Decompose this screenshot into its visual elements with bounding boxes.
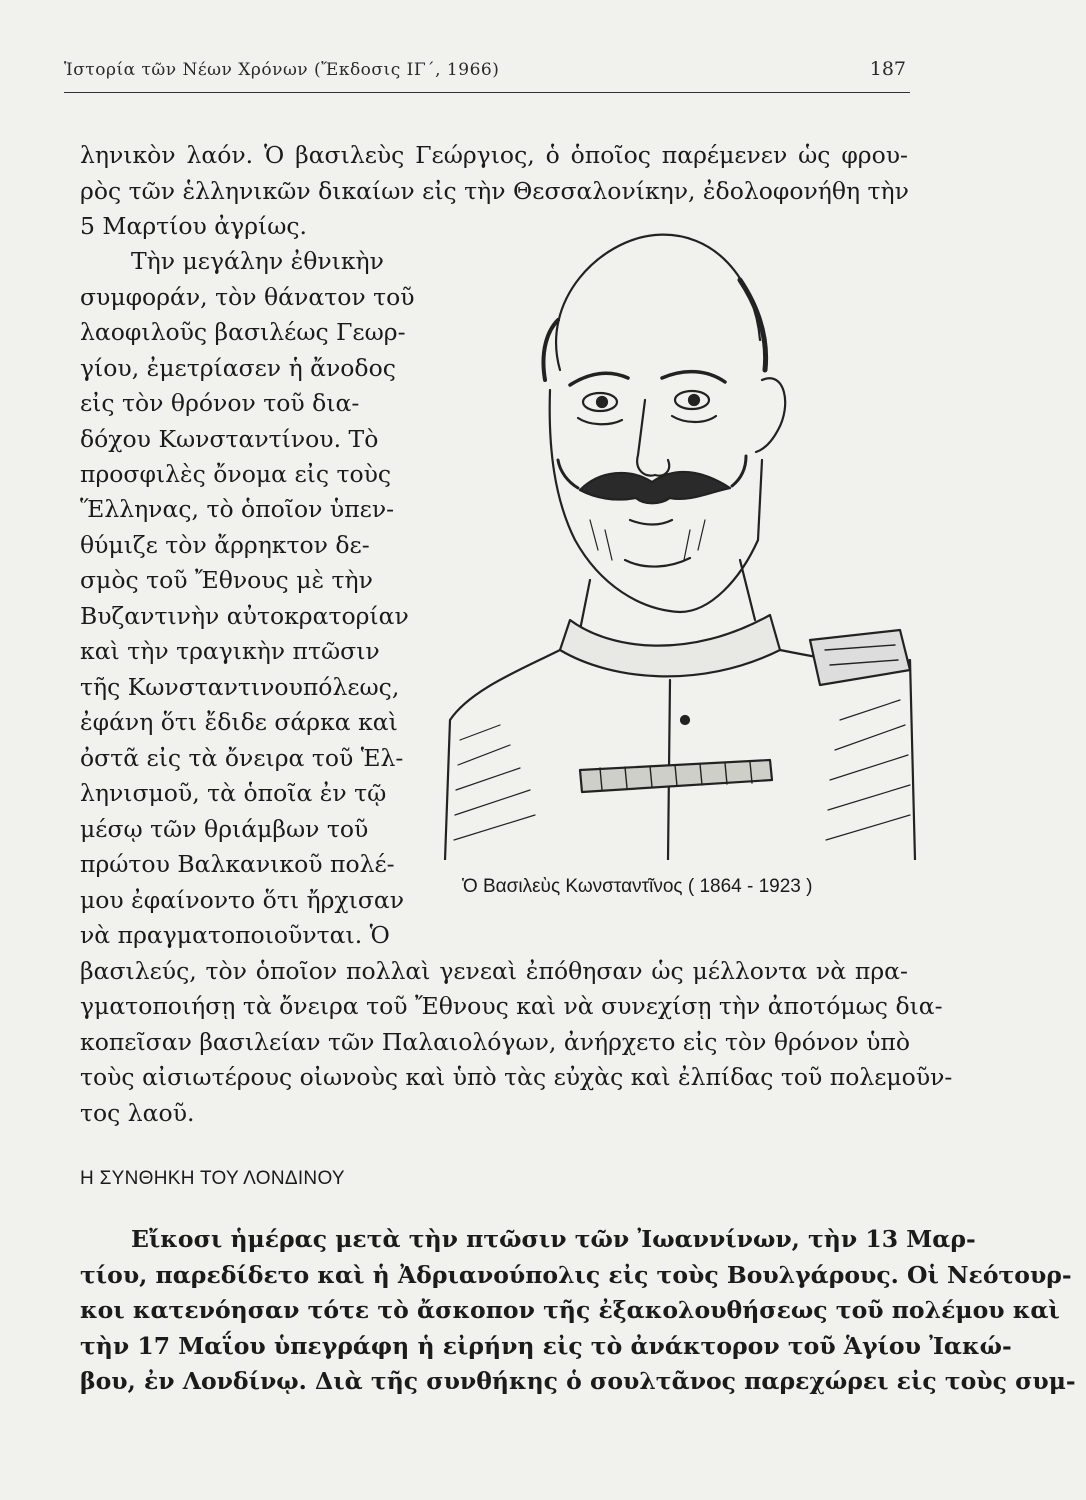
text-line: πρώτου Βαλκανικοῦ πολέ-	[80, 850, 395, 878]
text-line: ἐφάνη ὅτι ἔδιδε σάρκα καὶ	[80, 708, 398, 736]
text-line: τίου, παρεδίδετο καὶ ἡ Ἀδριανούπολις εἰς τοὺς Βουλγάρους. Οἱ Νεότουρ-	[80, 1261, 1072, 1289]
text-line: ρὸς τῶν ἑλληνικῶν δικαίων εἰς τὴν Θεσσαλονίκην, ἐδολοφονήθη τὴν	[80, 177, 909, 205]
running-header	[64, 56, 910, 93]
text-line: κοι κατενόησαν τότε τὸ ἄσκοπον τῆς ἐξακολουθήσεως τοῦ πολέμου καὶ	[80, 1296, 1060, 1324]
text-line: Εἴκοσι ἡμέρας μετὰ τὴν πτῶσιν τῶν Ἰωαννίνων, τὴν 13 Μαρ-	[131, 1225, 976, 1253]
text-line: κοπεῖσαν βασιλείαν τῶν Παλαιολόγων, ἀνήρχετο εἰς τὸν θρόνον ὑπὸ	[80, 1028, 911, 1056]
text-line: βου, ἐν Λονδίνῳ. Διὰ τῆς συνθήκης ὁ σουλτᾶνος παρεχώρει εἰς τοὺς συμ-	[80, 1367, 1076, 1395]
text-line: τὴν 17 Μαΐου ὑπεγράφη ἡ εἰρήνη εἰς τὸ ἀνάκτορον τοῦ Ἁγίου Ἰακώ-	[80, 1332, 1012, 1360]
text-line: προσφιλὲς ὄνομα εἰς τοὺς	[80, 460, 392, 488]
text-line: γίου, ἐμετρίασεν ἡ ἄνοδος	[80, 354, 396, 382]
text-line: μέσῳ τῶν θριάμβων τοῦ	[80, 815, 369, 843]
text-line: Βυζαντινὴν αὐτοκρατορίαν	[80, 602, 409, 630]
text-line: καὶ τὴν τραγικὴν πτῶσιν	[80, 637, 380, 665]
running-title: Ἱστορία τῶν Νέων Χρόνων (Ἔκδοσις ΙΓ΄, 1966)	[64, 60, 500, 80]
text-line: Ἕλληνας, τὸ ὁποῖον ὑπεν-	[80, 495, 395, 523]
page-number: 187	[869, 58, 906, 80]
portrait-caption: Ὁ Βασιλεὺς Κωνσταντῖνος ( 1864 - 1923 )	[462, 876, 813, 897]
text-line: τοὺς αἰσιωτέρους οἰωνοὺς καὶ ὑπὸ τὰς εὐχὰς καὶ ἐλπίδας τοῦ πολεμοῦν-	[80, 1063, 953, 1091]
text-line: ληνικὸν λαόν. Ὁ βασιλεὺς Γεώργιος, ὁ ὁποῖος παρέμενεν ὡς φρου-	[80, 141, 908, 169]
text-line: δόχου Κωνσταντίνου. Τὸ	[80, 425, 379, 453]
text-line: μου ἐφαίνοντο ὅτι ἤρχισαν	[80, 886, 405, 914]
text-line: σμὸς τοῦ Ἔθνους μὲ τὴν	[80, 566, 373, 594]
text-line: νὰ πραγματοποιοῦνται. Ὁ	[80, 921, 390, 949]
text-line: 5 Μαρτίου ἀγρίως.	[80, 212, 308, 240]
text-line: Τὴν μεγάλην ἐθνικὴν	[131, 247, 384, 275]
text-line: ὀστᾶ εἰς τὰ ὄνειρα τοῦ Ἑλ-	[80, 744, 404, 772]
text-line: λαοφιλοῦς βασιλέως Γεωρ-	[80, 318, 406, 346]
text-line: γματοποιήσῃ τὰ ὄνειρα τοῦ Ἔθνους καὶ νὰ συνεχίσῃ τὴν ἀποτόμως δια-	[80, 992, 943, 1020]
text-line: βασιλεύς, τὸν ὁποῖον πολλαὶ γενεαὶ ἐπόθησαν ὡς μέλλοντα νὰ πρα-	[80, 957, 908, 985]
text-line: εἰς τὸν θρόνον τοῦ δια-	[80, 389, 360, 417]
text-line: θύμιζε τὸν ἄρρηκτον δε-	[80, 531, 370, 559]
text-line: τος λαοῦ.	[80, 1099, 195, 1127]
portrait-illustration	[440, 220, 920, 860]
section-heading: Η ΣΥΝΘΗΚΗ ΤΟΥ ΛΟΝΔΙΝΟΥ	[80, 1168, 345, 1189]
text-line: ληνισμοῦ, τὰ ὁποῖα ἐν τῷ	[80, 779, 387, 807]
text-line: συμφοράν, τὸν θάνατον τοῦ	[80, 283, 415, 311]
text-line: τῆς Κωνσταντινουπόλεως,	[80, 673, 400, 701]
